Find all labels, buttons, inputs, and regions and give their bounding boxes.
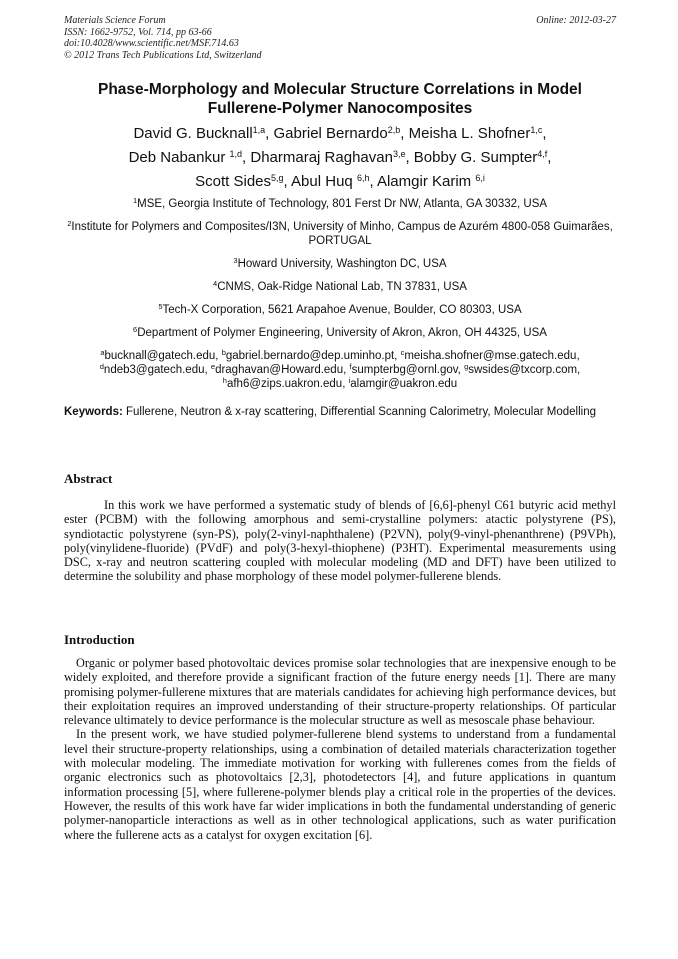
affiliation-item — [64, 257, 616, 271]
email-link[interactable]: alamgir@uakron.edu — [350, 378, 458, 390]
affiliation-mark: 6 — [133, 325, 138, 334]
author-affiliation-mark: 6,i — [475, 173, 485, 183]
email-link[interactable]: draghavan@Howard.edu — [215, 364, 344, 376]
email-link[interactable]: bucknall@gatech.edu — [104, 350, 216, 362]
email-mark: g — [464, 362, 469, 371]
email-list: $^a$bucknall@gatech.edu, $^b$gabriel.bernardo@dep.uminho.pt, $^c$meisha.shofner@mse.gatech.edu, $^d$ndeb3@gatech.edu, $^e$draghavan@Howard.edu, $^f$sumpterbg@ornl.gov, $^g$swsides@txcorp.com, $^h$afh6@zips.uakron.edu, $^i$alamgir@uakron.edu — [99, 348, 581, 390]
email-mark: e — [210, 362, 216, 371]
introduction-paragraph: In the present work, we have studied polymer-fullerene blend systems to understand from a fundamental level their structure-property relationships, using a combination of detailed materials characterization together with molecular modeling. The immediate motivation for working with fullerenes comes from the fields of organic electronics such as photovoltaics [2,3], photodetectors [4], and future applications in quantum information processing [5], where fullerene-polymer blends play a critical role in the properties of the devices. However, the results of this work have far wider implications in both the fundamental understanding of generic polymer-nanoparticle interactions as well as in other technological applications, such as water purification where the fullerene acts as a catalyst for oxygen excitation [6]. — [64, 727, 616, 842]
affiliation-text: Department of Polymer Engineering, University of Akron, Akron, OH 44325, USA — [137, 327, 547, 339]
affiliation-item — [64, 197, 616, 211]
affiliation-mark: 2 — [67, 219, 72, 228]
keywords — [64, 405, 616, 419]
email-link[interactable]: ndeb3@gatech.edu — [103, 364, 205, 376]
email-link[interactable]: sumpterbg@ornl.gov — [351, 364, 458, 376]
introduction-body — [64, 656, 616, 842]
journal-copyright: © 2012 Trans Tech Publications Ltd, Switzerland — [64, 49, 262, 61]
author-affiliation-mark: 1,c — [530, 125, 543, 135]
author-list — [64, 122, 616, 194]
email-mark: h — [222, 376, 227, 385]
affiliation-text: Tech-X Corporation, 5621 Arapahoe Avenue, Boulder, CO 80303, USA — [162, 304, 522, 316]
abstract-text: In this work we have performed a systematic study of blends of [6,6]-phenyl C61 butyric acid methyl ester (PCBM) with the following amorphous and semi-crystalline polymers: atactic polystyrene (PS), syndiotactic polystyrene (syn-PS), poly(2-vinyl-naphthalene) (P2VN), poly(9-vinyl-phenanthrene) (P9VPh), poly(vinylidene-fluoride) (PVdF) and poly(3-hexyl-thiophene) (P3HT). Experimental measurements using DSC, x-ray and neutron scattering coupled with molecular modeling (MD and DFT) have been utilized to determine the solubility and phase morphology of these model polymer-fullerene blends. — [64, 498, 616, 584]
email-link[interactable]: swsides@txcorp.com — [468, 364, 578, 376]
author-name: Dharmaraj Raghavan — [250, 149, 393, 166]
affiliation-mark: 1 — [132, 196, 138, 205]
affiliation-mark: 5 — [158, 302, 163, 311]
author-line-1: David G. Bucknall$^{1,a}$, Gabriel Bernardo$^{2,b}$, Meisha L. Shofner$^{1,c}$, — [133, 125, 547, 142]
email-mark: a — [100, 348, 105, 357]
email-link[interactable]: meisha.shofner@mse.gatech.edu — [404, 350, 577, 362]
author-affiliation-mark: 4,f — [537, 149, 548, 159]
author-affiliation-mark: 1,d — [229, 149, 243, 159]
author-name: Alamgir Karim — [376, 173, 472, 190]
affiliation-mark: 4 — [213, 279, 218, 288]
author-name: Scott Sides — [195, 173, 272, 190]
author-line-2: Deb Nabankur $^{1,d}$, Dharmaraj Raghavan$^{3,e}$, Bobby G. Sumpter$^{4,f}$, — [128, 149, 552, 166]
email-link[interactable]: gabriel.bernardo@dep.uminho.pt — [225, 350, 395, 362]
email-mark: i — [348, 376, 351, 385]
email-link[interactable]: afh6@zips.uakron.edu — [226, 378, 343, 390]
author-affiliation-mark: 3,e — [392, 149, 406, 159]
introduction-heading: Introduction — [64, 632, 135, 647]
author-line-3: Scott Sides$^{5,g}$, Abul Huq $^{6,h}$, Alamgir Karim $^{6,i}$ — [195, 173, 485, 190]
email-mark: b — [221, 348, 226, 357]
author-affiliation-mark: 6,h — [356, 173, 370, 183]
affiliation-mark: 3 — [233, 256, 238, 265]
introduction-paragraph: Organic or polymer based photovoltaic devices promise solar technologies that are inexpensive enough to be widely exploited, and therefore provide a significant fraction of the future energy needs [1]. There are many promising polymer-fullerene mixtures that are materials candidates for achieving high performance devices, but their exploitation requires an improved understanding of their structure-property relationships. Of particular relevance ultimately to device performance is the molecular structure as well as mesoscale phase behaviour. — [64, 656, 616, 728]
author-name: Gabriel Bernardo — [273, 125, 388, 142]
affiliation-item — [64, 303, 616, 317]
affiliation-list — [64, 197, 616, 391]
journal-doi: doi:10.4028/www.scientific.net/MSF.714.63 — [64, 38, 239, 49]
keywords-text: Fullerene, Neutron & x-ray scattering, Differential Scanning Calorimetry, Molecular Modelling — [126, 406, 597, 418]
journal-issn: ISSN: 1662-9752, Vol. 714, pp 63-66 — [64, 26, 212, 38]
affiliation-text: Institute for Polymers and Composites/I3N, University of Minho, Campus de Azurém 4800-058 Guimarães, PORTUGAL — [71, 221, 613, 247]
affiliation-text: Howard University, Washington DC, USA — [237, 258, 447, 270]
email-mark: c — [400, 348, 405, 357]
title-line-2: Fullerene-Polymer Nanocomposites — [207, 100, 473, 117]
email-mark: f — [349, 362, 352, 371]
affiliation-item — [64, 280, 616, 294]
author-affiliation-mark: 5,g — [271, 173, 284, 183]
author-name: David G. Bucknall — [133, 125, 253, 142]
affiliation-text: CNMS, Oak-Ridge National Lab, TN 37831, USA — [217, 281, 467, 293]
email-mark: d — [99, 362, 104, 371]
journal-name: Materials Science Forum — [64, 15, 166, 26]
online-date: Online: 2012-03-27 — [536, 15, 616, 26]
title-line-1: Phase-Morphology and Molecular Structure Correlations in Model — [97, 81, 582, 98]
author-name: Abul Huq — [291, 173, 353, 190]
abstract-heading: Abstract — [64, 471, 113, 486]
author-name: Meisha L. Shofner — [408, 125, 531, 142]
affiliation-item — [64, 326, 616, 340]
author-name: Deb Nabankur — [128, 149, 226, 166]
author-affiliation-mark: 2,b — [387, 125, 401, 135]
journal-header — [64, 15, 616, 61]
paper-title — [64, 80, 616, 118]
affiliation-text: MSE, Georgia Institute of Technology, 801 Ferst Dr NW, Atlanta, GA 30332, USA — [137, 198, 548, 210]
author-affiliation-mark: 1,a — [252, 125, 266, 135]
keywords-label: Keywords: — [64, 406, 123, 418]
affiliation-item — [64, 220, 616, 248]
author-name: Bobby G. Sumpter — [413, 149, 538, 166]
